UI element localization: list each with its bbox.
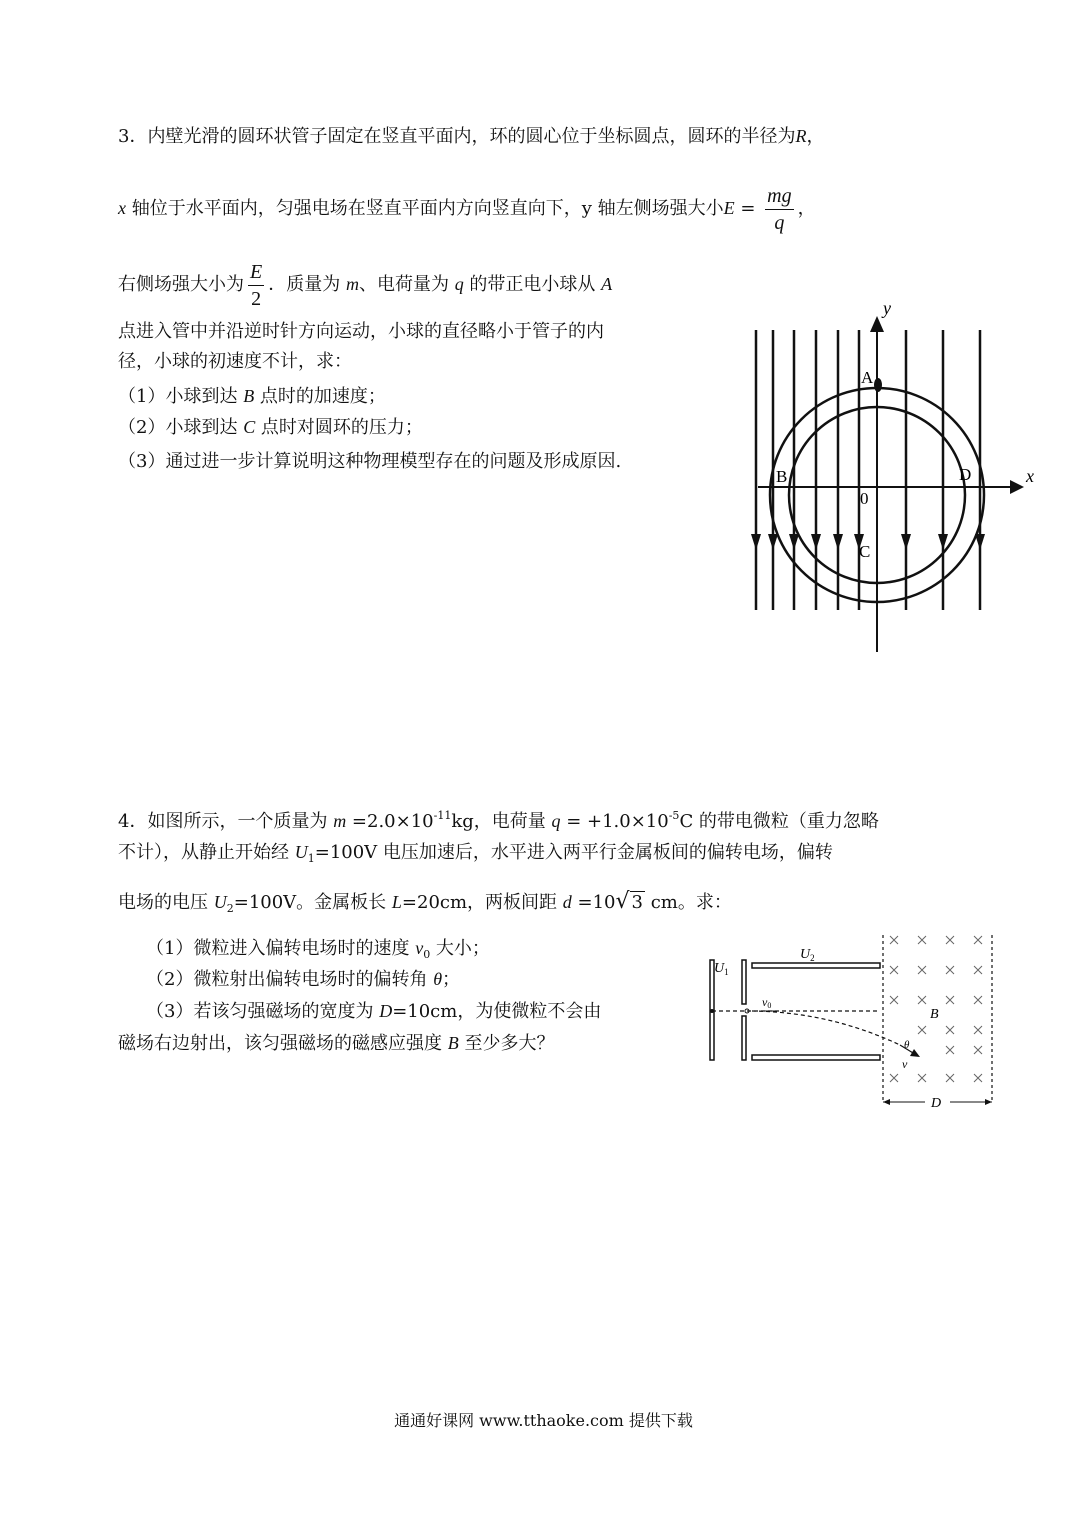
q3-item-2: （2）小球到达 C 点时对圆环的压力；: [118, 417, 423, 438]
sqrt-symbol: √ 3: [615, 889, 643, 914]
origin-label: 0: [860, 489, 869, 508]
y-axis-arrow: [870, 316, 884, 332]
point-D-label: D: [959, 465, 972, 484]
deflection-plate-top: [752, 963, 880, 968]
width-arrowhead-right: [985, 1099, 992, 1105]
accelerator-plate-right-bottom: [742, 1016, 746, 1060]
deflection-plate-bottom: [752, 1055, 880, 1060]
q4-line-3: 电场的电压 $U_2=100V$。金属板长 L=20cm，两板间距 d =10√ 3 cm。求：: [118, 889, 732, 915]
fraction-E-over-2: $\frac{E}{2}$: [250, 260, 263, 310]
y-label: y: [883, 298, 891, 318]
q3-line-1: 3．内壁光滑的圆环状管子固定在竖直平面内，环的圆心位于坐标圆点，圆环的半径为R，: [118, 126, 825, 147]
exit-arrow: [910, 1049, 920, 1057]
q3-item-3: （3）通过进一步计算说明这种物理模型存在的问题及形成原因.: [118, 451, 622, 472]
q4-line-2: 不计），从静止开始经 $U_1=100V$ 电压加速后，水平进入两平行金属板间的偏转电场，偏转: [118, 842, 833, 865]
x-axis-arrow: [1010, 480, 1024, 494]
U1-label: $U_1$: [714, 961, 729, 977]
deflection-figure: [700, 930, 1000, 1110]
U2-label: $U_2$: [800, 947, 815, 963]
deflected-path: [752, 1011, 900, 1045]
q3-line-3: 右侧场强大小为 $\frac{E}{2}$ ．质量为 m、电荷量为 q 的带正电小球从 A: [118, 260, 613, 310]
v-label: v: [902, 1057, 908, 1071]
footer: 通通好课网 www.tthaoke.com 提供下载: [394, 1411, 693, 1430]
q4-item-1: （1）微粒进入偏转电场时的速度 $v_0$ 大小；: [146, 938, 490, 961]
B-label: B: [930, 1007, 939, 1022]
fraction-mg-over-q: $\frac{mg}{q}$: [767, 184, 792, 234]
point-B-label: B: [776, 467, 788, 486]
particle-start: [710, 1009, 714, 1013]
q4-item-3: （3）若该匀强磁场的宽度为 D=10cm，为使微粒不会由: [146, 1001, 602, 1022]
ring-field-figure: [740, 290, 1050, 660]
D-label: D: [931, 1096, 942, 1110]
theta-label: θ: [904, 1039, 910, 1051]
q3-item-1: （1）小球到达 B 点时的加速度；: [118, 386, 386, 407]
q3-line-5: 径，小球的初速度不计，求：: [118, 351, 352, 372]
q4-line-1: 4．如图所示，一个质量为 $m =2.0\times 10^{-11}kg$，电荷量 $q = +1.0\times 10^{-5}C$ 的带电微粒（重力忽略: [118, 809, 879, 832]
q3-line-2: x 轴位于水平面内，匀强电场在竖直平面内方向竖直向下，y 轴左侧场强大小E = $\frac{mg}{q}$ ，: [118, 184, 816, 234]
q4-item-3-cont: 磁场右边射出，该匀强磁场的磁感应强度 B 至少多大？: [118, 1033, 555, 1054]
q4-item-2: （2）微粒射出偏转电场时的偏转角 θ；: [146, 969, 461, 990]
width-arrowhead-left: [883, 1099, 890, 1105]
ball: [874, 378, 882, 392]
q3-line-4: 点进入管中并沿逆时针方向运动，小球的直径略小于管子的内: [118, 321, 604, 342]
point-C-label: C: [859, 542, 871, 561]
v0-label: v0: [762, 995, 772, 1010]
accelerator-plate-right-top: [742, 960, 746, 1004]
point-A-label: A: [861, 368, 874, 387]
x-label: x: [1026, 466, 1034, 486]
